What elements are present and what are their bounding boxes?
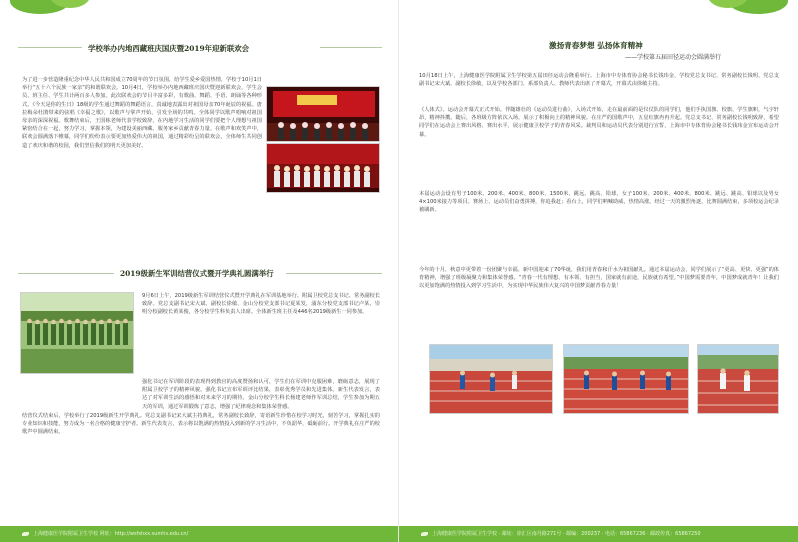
article2-body-middle: 强化书记在军训阶段的表现得到教官的高度赞扬和认可，学生们在军训中克服困难，磨砺意志，展现了附属卫校学子的精神风貌。强化书记宣布军训评比结果，表彰优秀学员和先进集体。新生代表发言，表达了对军训生活的感悟和对未来学习的期待。金山分校学生科长杨建老师作军训总结，学生参加为期五天的军训，通过军训锻炼了意志，增强了纪律观念和集体荣誉感。 [142,379,380,410]
article3-body-intro: 10月18日上午，上海健康医学院附属卫生学校第五届田径运动会隆重举行。上海市中专体育协会秘书长钱玮金、学校党总支书记、常务副校长钱明、党总支副书记宋大斌、副校长徐敏，以及学校各部门、系部负责人、教师代表出席了开幕式，开幕式由徐敏主持。 [419,73,779,88]
right-page [399,0,798,542]
leaf-icon [22,532,29,536]
leaf-icon [421,532,428,536]
top-decoration [0,0,398,20]
title-rule [320,47,382,48]
article3-body-ceremony: 《人体式》、运动会开幕式正式开始。伴随雄壮的《运动员进行曲》，入场式开始，走在最前面的是仪仗队的同学们，他们手执国旗、校旗、学生旗帜，气宇轩昂，精神抖擞。随后，各班级方阵依次入场，展示了积极向上的精神风貌。在庄严的国歌声中，五星红旗冉冉升起。党总支书记、常务副校长钱明致辞，希望同学们在运动会上赛出风格、赛出水平，展示健康卫校学子的青春风采。裁判员和运动员代表分别进行宣誓，上海市中专体育协会秘书长钱玮金宣布运动会开幕。 [419,107,779,138]
article2-title: 2019级新生军训结营仪式暨开学典礼圆满举行 [120,269,274,278]
article3-title: 激扬青春梦想 弘扬体育精神 [549,41,643,50]
photo-relay-race [429,344,553,414]
title-rule [18,47,82,48]
article2-body-end: 结营仪式结束后，学校举行了2019级新生开学典礼。党总支副书记宋大斌主持典礼，常务副校长致辞，寄语新生珍惜在校学习时光，刻苦学习，掌握扎实的专业知识和技能，努力成为一名合格的健康守护者。新生代表发言，表示将以饱满的热情投入到新的学习生活中，不负韶华，砥砺前行。开学典礼在庄严的校歌声中圆满结束。 [22,413,380,436]
article2-body-intro: 9月6日上午，2019级新生军训结营仪式暨开学典礼在军训基地举行。附属卫校党总支书记、常务副校长致辞。党总支副书记宋大斌、副校长徐敏、金山分校党支部书记夏某发，浦东分校党支部书记卢某，崇明分校副校长黄某俊，各分校学生科负责人出席。全体新生班主任及446名2019级新生一同参加。 [142,293,380,316]
title-rule [286,273,382,274]
right-footer [399,526,798,542]
article1-title: 学校举办内地西藏班庆国庆暨2019年迎新联欢会 [88,44,249,53]
photo-track-runners [563,344,689,414]
photo-stage-performance [266,86,380,142]
left-footer-text: 上海健康医学院附属卫生学校 网址：http://wsfshxx.sumhs.edu.cn/ [33,531,189,537]
article3-subtitle: ——学校第五届田径运动会圆满举行 [625,54,722,61]
photo-military-training [20,292,134,374]
right-footer-text: 上海健康医学院附属卫生学校 · 邮址：徐汇区南丹路271号 · 邮编：200237 · 电话：65867236 · 邮政传真：65867250 [432,531,701,537]
left-footer [0,526,398,542]
article3-body-events: 本届运动会设有男子100米、200米、400米、800米、1500米、跳远、跳高、铅球，女子100米、200米、400米、800米、跳远、跳高、铅球以及男女4×100米接力等项目。赛场上，运动员们奋勇拼搏，你追我赶；看台上，同学们呐喊助威，热情高涨。经过一天的激烈角逐，比赛圆满结束，多项校运会纪录被刷新。 [419,191,779,214]
photo-sprint-finish [697,344,779,414]
article1-body: 为了进一步营造隆重纪念中华人民共和国成立70周年的节日氛围，给学生爱乡爱国热情，学校于10月1日举行“五十六个民族一家亲”的和谐联欢会。10月4日，学校举办内地西藏班庆国庆暨迎新联欢会，学生会员、班主任、学生共计两百多人参加。此次联欢会的节目丰富多彩，有歌曲、舞蹈、手语、朗诵等各种形式。《今天是你的生日》18级的学生通过舞蹈的舞蹈语言，真诚地表露出对祖国母亲70年诞辰的祝福。唐拉梅朵杜鹃带来的弦唱《幸福之歌》，以歌声与掌声开始，引发全场的共鸣。全体同学以歌声唱响对祖国母亲的深深祝福。歌舞结束后，王国栋老师代表学校致辞，在内地学习生活的同学们要把个人理想与祖国紧密结合在一起，努力学习，掌握本领，为建设美丽西藏、服务家乡贡献青春力量。在歌声和欢笑声中，联欢会圆满落下帷幕，同学们纷纷表示要更加热爱伟大的祖国，通过精彩纷呈的联欢会，全体师生共同创造了欢庆和谐的校园，我们坚信我们的明天更加美好。 [22,77,262,149]
article3-body-closing: 今年的十月，秋意中更带着一份团聚与幸福。新中国迎来了70华诞，我们用青春和汗水为祖国献礼。通过本届运动会，同学们展示了“更高、更快、更强”的体育精神，增强了班级凝聚力和集体荣誉感。“青春一代有理想、有本领、有担当，国家就有前途，民族就有希望。”中国梦需要青年，中国梦成就青年！让我们以更加饱满的热情投入到学习生活中，为实现中华民族伟大复兴的中国梦贡献青春力量！ [419,267,779,290]
photo-group-on-stage [266,143,380,193]
title-rule [18,273,114,274]
top-decoration [399,0,798,20]
